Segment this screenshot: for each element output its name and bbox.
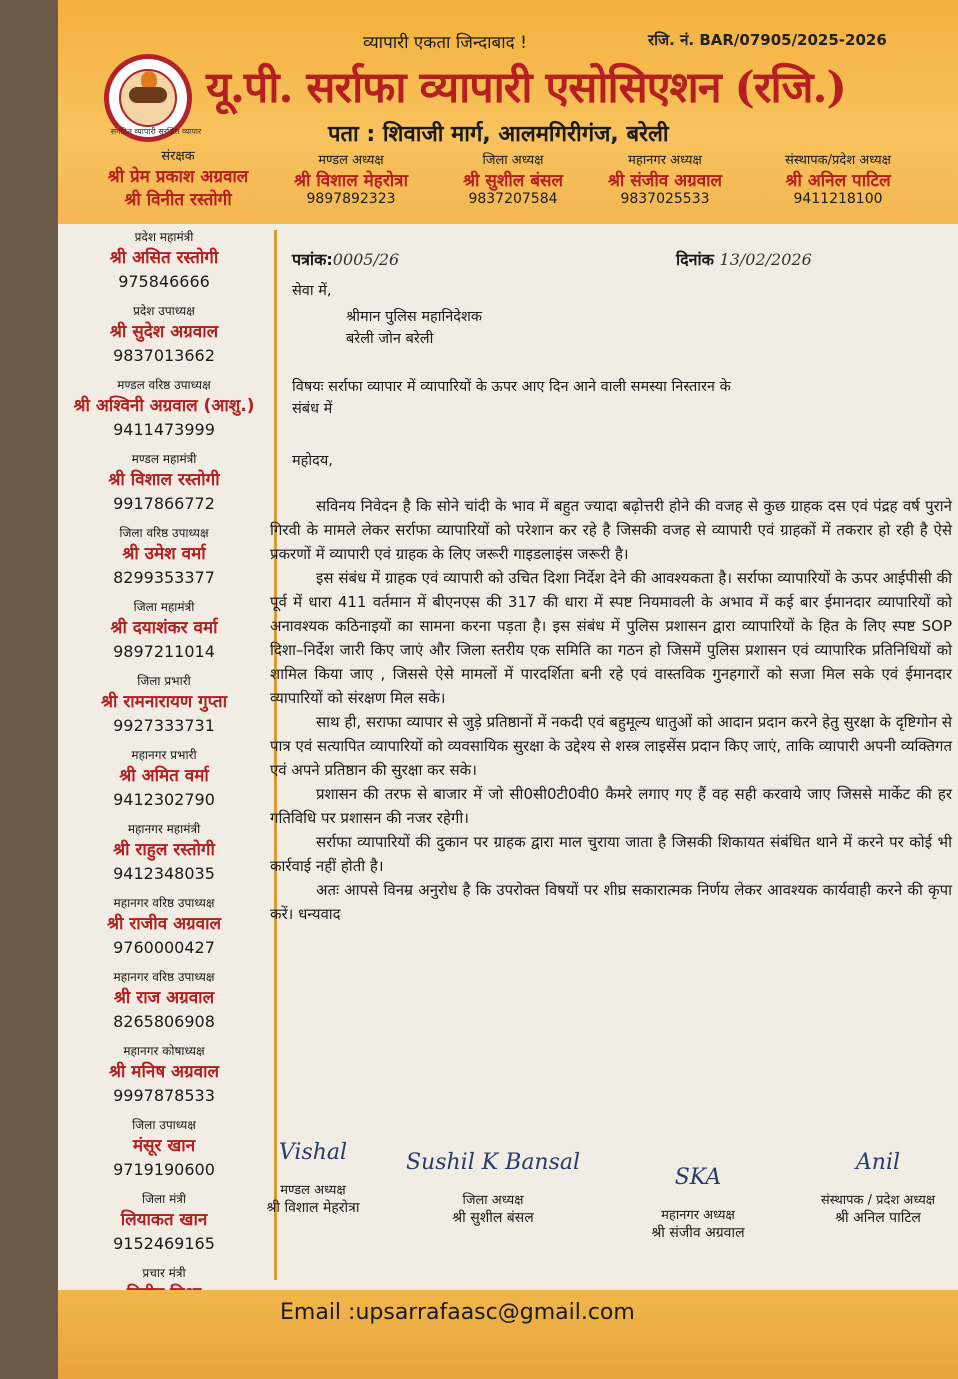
- reference-number: पत्रांक:0005/26: [292, 250, 400, 269]
- sidebar-entry: मण्डल वरिष्ठ उपाध्यक्ष श्री अश्विनी अग्रवाल (आशु.) 9411473999: [73, 378, 255, 439]
- signature-founder: Anil संस्थापक / प्रदेश अध्यक्ष श्री अनिल पाटिल: [820, 1150, 936, 1226]
- officer-mandal-president: मण्डल अध्यक्ष श्री विशाल मेहरोत्रा 9897892323: [294, 153, 408, 207]
- sidebar-entry: प्रदेश महामंत्री श्री असित रस्तोगी 975846666: [109, 230, 219, 291]
- letter-body: [270, 494, 952, 926]
- sidebar-entry: प्रचार मंत्री: [142, 1266, 186, 1280]
- signature-mandal-president: Vishal मण्डल अध्यक्ष श्री विशाल मेहरोत्रा: [266, 1140, 360, 1216]
- registration-number: रजि. नं. BAR/07905/2025-2026: [648, 31, 887, 49]
- contact-email: Email :upsarrafaasc@gmail.com: [280, 1300, 635, 1325]
- paragraph: सविनय निवेदन है कि सोने चांदी के भाव में बहुत ज्यादा बढ़ोत्तरी होने की वजह से कुछ ग्राहक दस एवं पंद्रह वर्ष पुराने गिरवी के मामले लेकर सर्राफा व्यापारियों को परेशान कर रहे है जिसकी वजह से व्यापारी एवं ग्राहकों में तकरार हो रही है ऐसे प्रकरणों में व्यापारी एवं ग्राहक के लिए जरूरी गाइडलाइंस जरूरी है।: [270, 497, 952, 563]
- sidebar-entry: जिला मंत्री लियाकत खान 9152469165: [113, 1192, 215, 1253]
- signature-city-president: SKA महानगर अध्यक्ष श्री संजीव अग्रवाल: [651, 1165, 745, 1241]
- recipient-title: श्रीमान पुलिस महानिदेशक: [346, 309, 482, 325]
- sidebar-entry: महानगर प्रभारी श्री अमित वर्मा 9412302790: [113, 748, 215, 809]
- sidebar-entry: महानगर वरिष्ठ उपाध्यक्ष श्री राज अग्रवाल 8265806908: [113, 970, 215, 1031]
- office-bearers-sidebar: [58, 228, 270, 1278]
- letter-date: दिनांक 13/02/2026: [676, 250, 812, 269]
- salutation: महोदय,: [292, 453, 333, 469]
- sidebar-entry: महानगर कोषाध्यक्ष श्री मनिष अग्रवाल 9997878533: [108, 1044, 220, 1105]
- officer-patron: संरक्षक श्री प्रेम प्रकाश अग्रवाल श्री विनीत रस्तोगी: [107, 149, 249, 210]
- slogan: व्यापारी एकता जिन्दाबाद !: [363, 33, 527, 53]
- paragraph: सर्राफा व्यापारियों की दुकान पर ग्राहक द्वारा माल चुराया जाता है जिसकी शिकायत संबंधित थाने में करने पर कोई भी कार्रवाई नहीं होती है।: [270, 833, 952, 875]
- sidebar-entry: जिला उपाध्यक्ष मंसूर खान 9719190600: [113, 1118, 215, 1179]
- paragraph: साथ ही, सराफा व्यापार से जुड़े प्रतिष्ठानों में नकदी एवं बहुमूल्य धातुओं को आदान प्रदान करने हेतु सुरक्षा के दृष्टिगोन से पात्र एवं सत्यापित व्यापारियों को व्यवसायिक सुरक्षा के उद्देश्य से शस्त्र लाइसेंस प्रदान किए जाएं, ताकि व्यापारी अपनी व्यक्तिगत एवं अपने प्रतिष्ठान की सुरक्षा कर सके।: [270, 713, 952, 779]
- to-line: सेवा में,: [292, 283, 332, 299]
- sidebar-entry: महानगर महामंत्री श्री राहुल रस्तोगी 9412348035: [113, 822, 215, 883]
- paragraph: इस संबंध में ग्राहक एवं व्यापारी को उचित दिशा निर्देश देने की आवश्यकता है। सर्राफा व्यापारियों के ऊपर आईपीसी की पूर्व में धारा 411 वर्तमान में बीएनएस की 317 की धारा में स्पष्ट नियमावली के अभाव में कई बार ईमानदार व्यापारियों को अनावश्यक कठिनाइयों का सामना करना पड़ता है। इस संबंध में पुलिस प्रशासन द्वारा व्यापारियों के हित के लिए स्पष्ट SOP दिशा–निर्देश जारी किए जाएं और जिला स्तरीय एक समिति का गठन हो जिसमें पुलिस प्रशासन एवं व्यापारिक प्रतिनिधियों को शामिल किया जाए , जिससे ऐसे मामलों में पारदर्शिता बनी रहे एवं वास्तविक गुनहगारों को सजा मिल सके एवं ईमानदार व्यापारियों को संरक्षण मिल सके।: [270, 569, 952, 707]
- officer-city-president: महानगर अध्यक्ष श्री संजीव अग्रवाल 9837025533: [607, 153, 723, 207]
- officer-district-president: जिला अध्यक्ष श्री सुशील बंसल 9837207584: [463, 153, 563, 207]
- officer-founder: संस्थापक/प्रदेश अध्यक्ष श्री अनिल पाटिल 9411218100: [785, 153, 891, 207]
- letterhead-sheet: [58, 0, 958, 1379]
- sidebar-entry: मण्डल महामंत्री श्री विशाल रस्तोगी 9917866772: [108, 452, 220, 513]
- sidebar-entry: जिला प्रभारी श्री रामनारायण गुप्ता 9927333731: [100, 674, 228, 735]
- subject-line-cont: संबंध में: [292, 401, 333, 417]
- letterhead-header: [58, 0, 958, 224]
- sidebar-entry: महानगर वरिष्ठ उपाध्यक्ष श्री राजीव अग्रवाल 9760000427: [106, 896, 222, 957]
- subject-line: विषयः सर्राफा व्यापार में व्यापारियों के ऊपर आए दिन आने वाली समस्या निस्तारन के: [292, 379, 731, 395]
- signature-district-president: Sushil K Bansal जिला अध्यक्ष श्री सुशील बंसल: [405, 1150, 581, 1226]
- address: पता : शिवाजी मार्ग, आलमगिरीगंज, बरेली: [328, 122, 669, 147]
- sidebar-entry: प्रदेश उपाध्यक्ष श्री सुदेश अग्रवाल 9837013662: [109, 304, 219, 365]
- recipient-location: बरेली जोन बरेली: [346, 331, 434, 347]
- sidebar-entry: जिला वरिष्ठ उपाध्यक्ष श्री उमेश वर्मा 8299353377: [113, 526, 215, 587]
- logo-caption: संगठित व्यापारी सुरक्षित व्यापार: [110, 127, 202, 136]
- paragraph: प्रशासन की तरफ से बाजार में जो सी0सी0टी0वी0 कैमरे लगाए गए हैं वह सही करवाये जाए जिससे मार्केट की हर गतिविधि पर प्रशासन की नजर रहेगी।: [270, 785, 952, 827]
- paragraph: अतः आपसे विनम्र अनुरोध है कि उपरोक्त विषयों पर शीघ्र सकारात्मक निर्णय लेकर आवश्यक कार्यवाही करने की कृपा करें। धन्यवाद: [270, 881, 952, 923]
- sidebar-entry: जिला महामंत्री श्री दयाशंकर वर्मा 9897211014: [110, 600, 218, 661]
- organization-title: यू.पी. सर्राफा व्यापारी एसोसिएशन (रजि.): [206, 63, 846, 113]
